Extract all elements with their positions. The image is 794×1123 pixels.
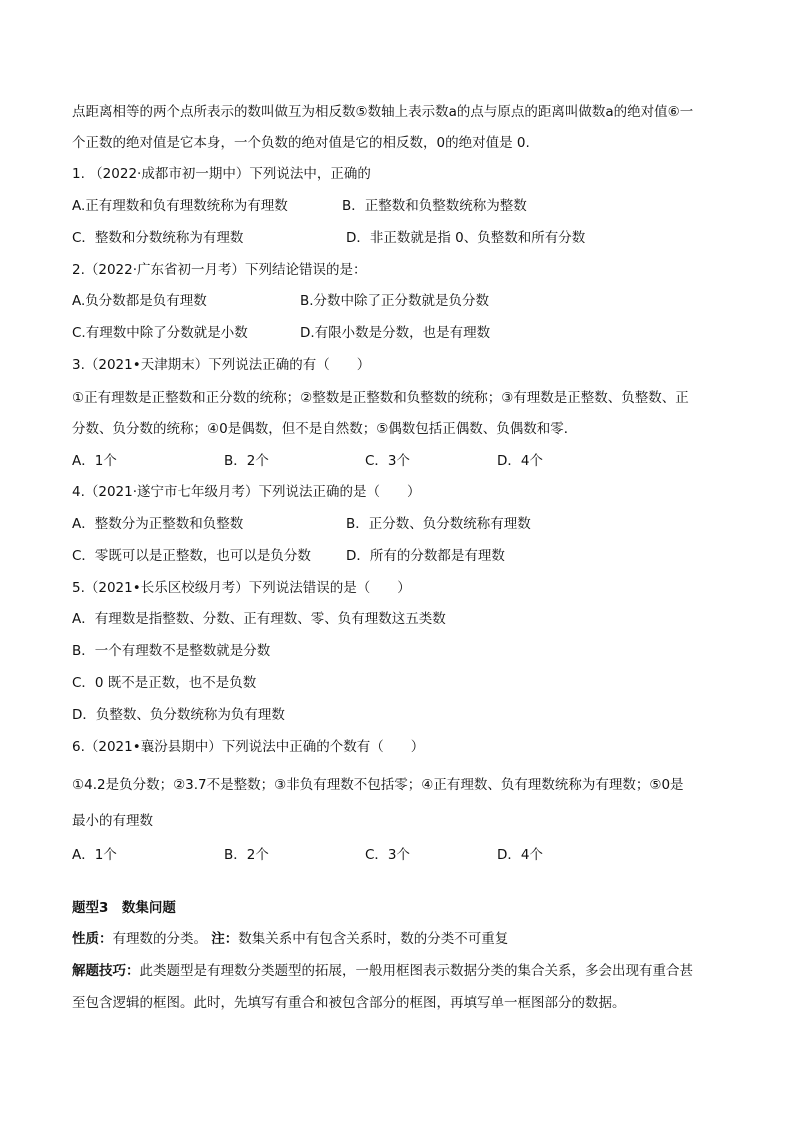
q6-stem: 6.（2021•襄汾县期中）下列说法中正确的个数有（ ） bbox=[72, 739, 425, 755]
q6-option-d: D．4个 bbox=[497, 847, 543, 863]
q3-stem: 3.（2021•天津期末）下列说法正确的有（ ） bbox=[72, 357, 371, 373]
nature-text: 有理数的分类。 bbox=[112, 931, 212, 947]
q5-option-b: B．一个有理数不是整数就是分数 bbox=[72, 643, 271, 659]
intro-line-2: 个正数的绝对值是它本身，一个负数的绝对值是它的相反数，0的绝对值是 0. bbox=[72, 135, 530, 151]
q4-stem: 4.（2021·遂宁市七年级月考）下列说法正确的是（ ） bbox=[72, 484, 421, 500]
q3-option-c: C．3个 bbox=[365, 453, 411, 469]
note-text: 数集关系中有包含关系时，数的分类不可重复 bbox=[238, 931, 509, 947]
q2-option-b: B.分数中除了正分数就是负分数 bbox=[300, 293, 490, 309]
q2-option-a: A.负分数都是负有理数 bbox=[72, 293, 207, 309]
q1-option-a: A.正有理数和负有理数统称为有理数 bbox=[72, 198, 288, 214]
q5-option-a: A．有理数是指整数、分数、正有理数、零、负有理数这五类数 bbox=[72, 611, 446, 627]
section-nature-line bbox=[72, 929, 508, 949]
intro-line-1: 点距离相等的两个点所表示的数叫做互为相反数⑤数轴上表示数a的点与原点的距离叫做数a的绝对值⑥一 bbox=[72, 104, 694, 120]
q2-option-d: D.有限小数是分数，也是有理数 bbox=[300, 325, 491, 341]
q2-stem: 2.（2022·广东省初一月考）下列结论错误的是： bbox=[72, 262, 367, 278]
q6-body-line-1: ①4.2是负分数；②3.7不是整数；③非负有理数不包括零；④正有理数、负有理数统称为有理数；⑤0是 bbox=[72, 777, 684, 793]
q6-option-c: C．3个 bbox=[365, 847, 411, 863]
q4-option-d: D．所有的分数都是有理数 bbox=[346, 548, 505, 564]
q3-body-line-1: ①正有理数是正整数和正分数的统称；②整数是正整数和负整数的统称；③有理数是正整数、负整数、正 bbox=[72, 390, 689, 406]
q6-option-a: A．1个 bbox=[72, 847, 117, 863]
q5-stem: 5.（2021•长乐区校级月考）下列说法错误的是（ ） bbox=[72, 580, 411, 596]
section-title: 题型3 数集问题 bbox=[72, 900, 176, 916]
q1-option-d: D．非正数就是指 0、负整数和所有分数 bbox=[346, 230, 586, 246]
q6-option-b: B．2个 bbox=[224, 847, 269, 863]
q3-body-line-2: 分数、负分数的统称；④0是偶数，但不是自然数；⑤偶数包括正偶数、负偶数和零． bbox=[72, 421, 578, 437]
q3-option-b: B．2个 bbox=[224, 453, 269, 469]
q2-option-c: C.有理数中除了分数就是小数 bbox=[72, 325, 248, 341]
q4-option-b: B．正分数、负分数统称有理数 bbox=[346, 516, 531, 532]
note-label: 注： bbox=[211, 931, 239, 947]
q4-option-c: C．零既可以是正整数，也可以是负分数 bbox=[72, 548, 311, 564]
q5-option-c: C．0 既不是正数，也不是负数 bbox=[72, 675, 257, 691]
q1-option-c: C．整数和分数统称为有理数 bbox=[72, 230, 244, 246]
q3-option-a: A．1个 bbox=[72, 453, 117, 469]
q5-option-d: D．负整数、负分数统称为负有理数 bbox=[72, 707, 285, 723]
tip-text-1: 此类题型是有理数分类题型的拓展，一般用框图表示数据分类的集合关系，多会出现有重合甚 bbox=[139, 963, 693, 979]
q1-option-b: B．正整数和负整数统称为整数 bbox=[342, 198, 527, 214]
q1-stem: 1. （2022·成都市初一期中）下列说法中，正确的 bbox=[72, 166, 371, 182]
nature-label: 性质： bbox=[72, 931, 113, 947]
section-tip-line-1 bbox=[72, 961, 693, 981]
q6-body-line-2: 最小的有理数 bbox=[72, 813, 153, 829]
tip-label: 解题技巧： bbox=[72, 963, 140, 979]
q3-option-d: D．4个 bbox=[497, 453, 543, 469]
section-tip-line-2: 至包含逻辑的框图。此时，先填写有重合和被包含部分的框图，再填写单一框图部分的数据。 bbox=[72, 995, 626, 1011]
q4-option-a: A．整数分为正整数和负整数 bbox=[72, 516, 244, 532]
